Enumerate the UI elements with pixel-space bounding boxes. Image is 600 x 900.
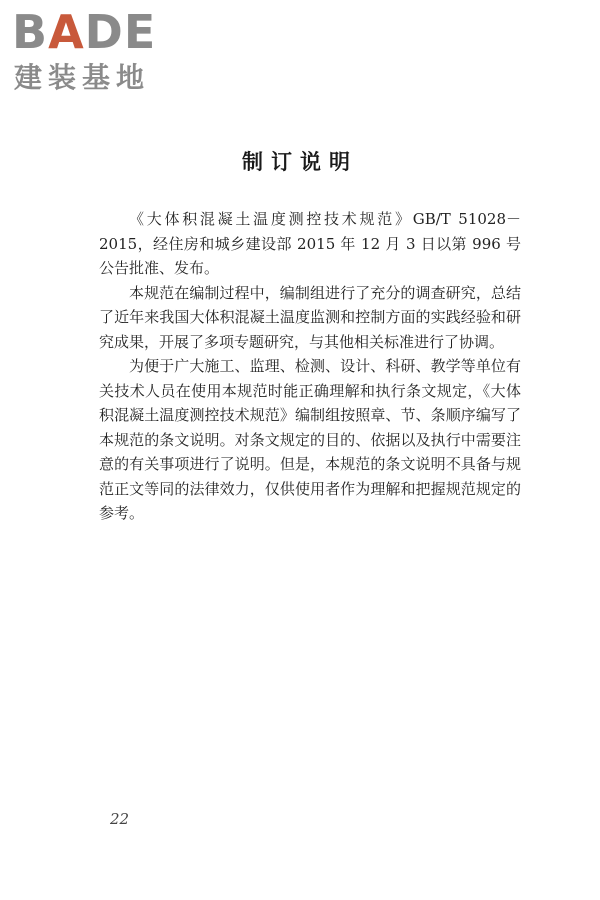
logo-wordmark (12, 5, 157, 59)
page-title: 制订说明 (242, 150, 358, 174)
paragraph-2: 本规范在编制过程中，编制组进行了充分的调查研究，总结了近年来我国大体积混凝土温度监测和控制方面的实践经验和研究成果，开展了多项专题研究，与其他相关标准进行了协调。 (99, 283, 521, 351)
logo-letters-de: DE (84, 5, 157, 59)
logo-letter-a: A (48, 5, 85, 59)
logo-subtitle: 建装基地 (14, 61, 151, 94)
paragraph-1: 《大体积混凝土温度测控技术规范》GB/T 51028－2015，经住房和城乡建设部 2015 年 12 月 3 日以第 996 号公告批准、发布。 (99, 210, 521, 277)
document-body (99, 207, 521, 526)
bade-logo (12, 5, 182, 96)
logo-letter-b: B (12, 5, 49, 59)
paragraph-3: 为便于广大施工、监理、检测、设计、科研、教学等单位有关技术人员在使用本规范时能正确理解和执行条文规定，《大体积混凝土温度测控技术规范》编制组按照章、节、条顺序编写了本规范的条文说明。对条文规定的目的、依据以及执行中需要注意的有关事项进行了说明。但是，本规范的条文说明不具备与规范正文等同的法律效力，仅供使用者作为理解和把握规范规定的参考。 (99, 357, 521, 522)
page-number: 22 (110, 810, 130, 828)
